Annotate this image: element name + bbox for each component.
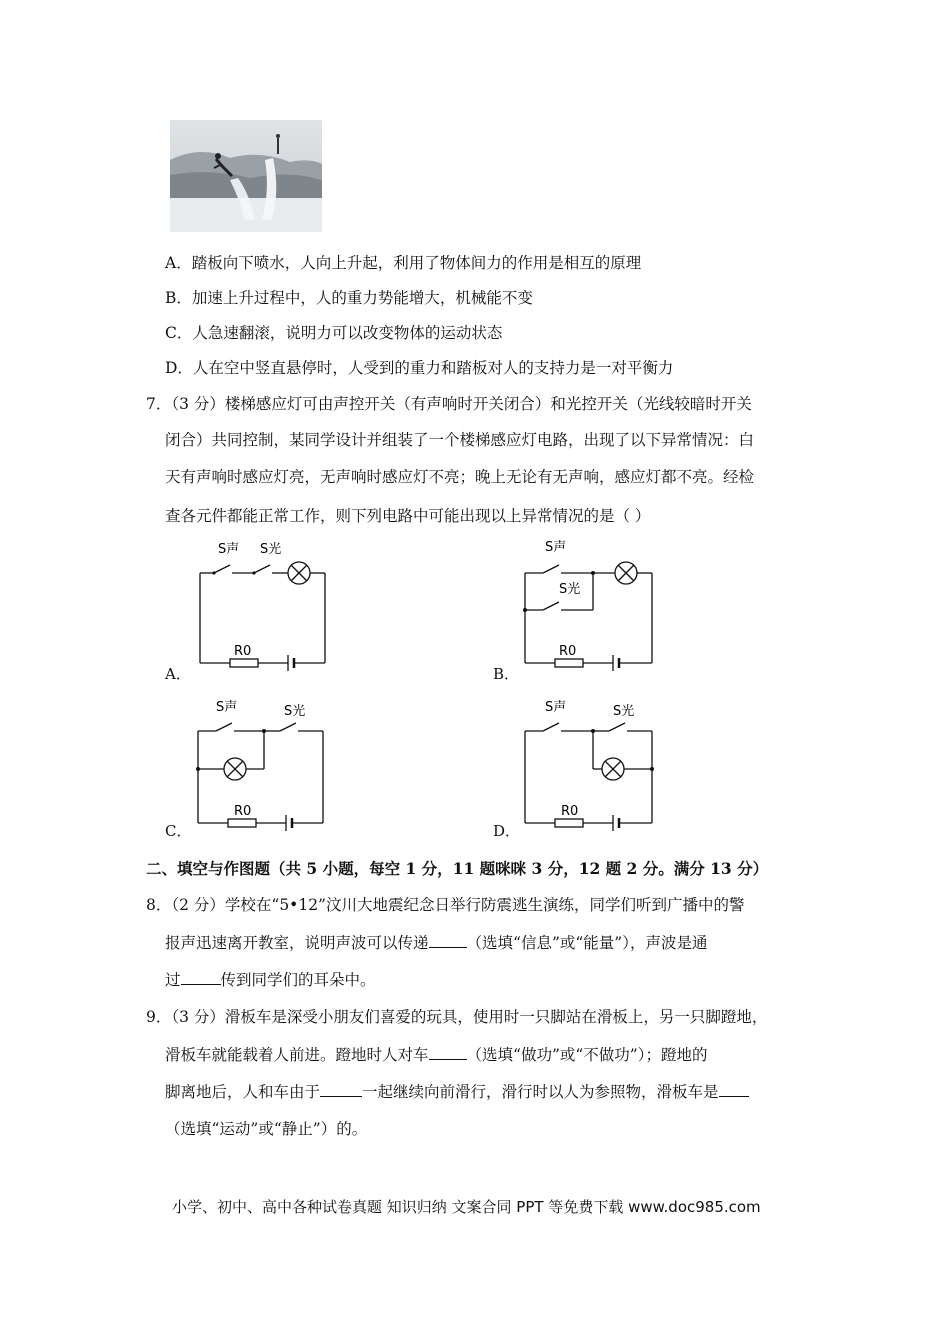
- q8-blank-2[interactable]: [181, 970, 221, 985]
- circuit-a-s-sound-label: S声: [218, 542, 240, 557]
- q9-line-4: （选填“运动”或“静止”）的。: [165, 1120, 368, 1138]
- circuit-b-s-sound-label: S声: [545, 540, 567, 555]
- q8-blank-1[interactable]: [429, 933, 467, 948]
- circuit-c-r0-label: R0: [234, 804, 252, 819]
- q8-line-2-part-b: （选填“信息”或“能量”），声波是通: [466, 934, 708, 952]
- circuit-a: [190, 535, 340, 679]
- q7-line-2: 闭合）共同控制，某同学设计并组装了一个楼梯感应灯电路，出现了以下异常情况：白: [165, 431, 755, 449]
- circuit-b: [515, 535, 665, 679]
- circuit-c-s-sound-label: S声: [216, 700, 238, 715]
- flyboard-photo: [170, 120, 322, 232]
- q9-line-3: [165, 1081, 749, 1103]
- q6-option-b: B．加速上升过程中，人的重力势能增大，机械能不变: [165, 289, 533, 307]
- q9-blank-1[interactable]: [429, 1045, 467, 1060]
- q6-option-c: C．人急速翻滚，说明力可以改变物体的运动状态: [165, 324, 503, 342]
- q6-option-d: D．人在空中竖直悬停时，人受到的重力和踏板对人的支持力是一对平衡力: [165, 359, 674, 377]
- circuit-d-letter: D．: [493, 822, 521, 840]
- q8-line-2: [165, 932, 707, 954]
- circuit-d: [515, 695, 665, 839]
- circuit-a-r0-label: R0: [234, 644, 252, 659]
- circuit-b-s-light-label: S光: [559, 582, 581, 597]
- q7-line-1: 7．（3 分）楼梯感应灯可由声控开关（有声响时开关闭合）和光控开关（光线较暗时开关: [146, 395, 752, 413]
- q7-line-4: 查各元件都能正常工作，则下列电路中可能出现以上异常情况的是（ ）: [165, 507, 651, 525]
- circuit-b-letter: B．: [493, 665, 520, 683]
- q9-line-3-part-b: 一起继续向前滑行，滑行时以人为参照物，滑板车是: [362, 1083, 719, 1101]
- circuit-d-s-sound-label: S声: [545, 700, 567, 715]
- q8-line-3-part-a: 过: [165, 971, 181, 989]
- q8-line-1: 8．（2 分）学校在“5•12”汶川大地震纪念日举行防震逃生演练，同学们听到广播中的警: [146, 896, 745, 914]
- circuit-d-s-light-label: S光: [613, 704, 635, 719]
- q8-line-3: [165, 969, 376, 991]
- q9-blank-3[interactable]: [719, 1082, 749, 1097]
- q7-line-3: 天有声响时感应灯亮，无声响时感应灯不亮；晚上无论有无声响，感应灯都不亮。经检: [165, 468, 755, 486]
- q8-line-3-part-b: 传到同学们的耳朵中。: [220, 971, 376, 989]
- q9-line-3-part-a: 脚离地后，人和车由于: [165, 1083, 321, 1101]
- circuit-c-s-light-label: S光: [284, 704, 306, 719]
- circuit-a-s-light-label: S光: [260, 542, 282, 557]
- q9-line-2: [165, 1044, 707, 1066]
- q8-line-2-part-a: 报声迅速离开教室，说明声波可以传递: [165, 934, 429, 952]
- circuit-a-letter: A．: [165, 665, 191, 683]
- circuit-d-r0-label: R0: [561, 804, 579, 819]
- page-footer[interactable]: 小学、初中、高中各种试卷真题 知识归纳 文案合同 PPT 等免费下载 www.doc985.com: [172, 1198, 761, 1216]
- circuit-c: [188, 695, 338, 839]
- q9-line-2-part-b: （选填“做功”或“不做功”）；蹬地的: [466, 1046, 708, 1064]
- section-2-heading: 二、填空与作图题（共 5 小题，每空 1 分，11 题咪咪 3 分，12 题 2 分。满分 13 分）: [146, 859, 769, 878]
- q6-option-a: A．踏板向下喷水，人向上升起，利用了物体间力的作用是相互的原理: [165, 254, 642, 272]
- circuit-c-letter: C．: [165, 822, 192, 840]
- circuit-b-r0-label: R0: [559, 644, 577, 659]
- q9-line-2-part-a: 滑板车就能载着人前进。蹬地时人对车: [165, 1046, 429, 1064]
- q9-blank-2[interactable]: [320, 1082, 362, 1097]
- q9-line-1: 9．（3 分）滑板车是深受小朋友们喜爱的玩具，使用时一只脚站在滑板上，另一只脚蹬地，: [146, 1008, 768, 1026]
